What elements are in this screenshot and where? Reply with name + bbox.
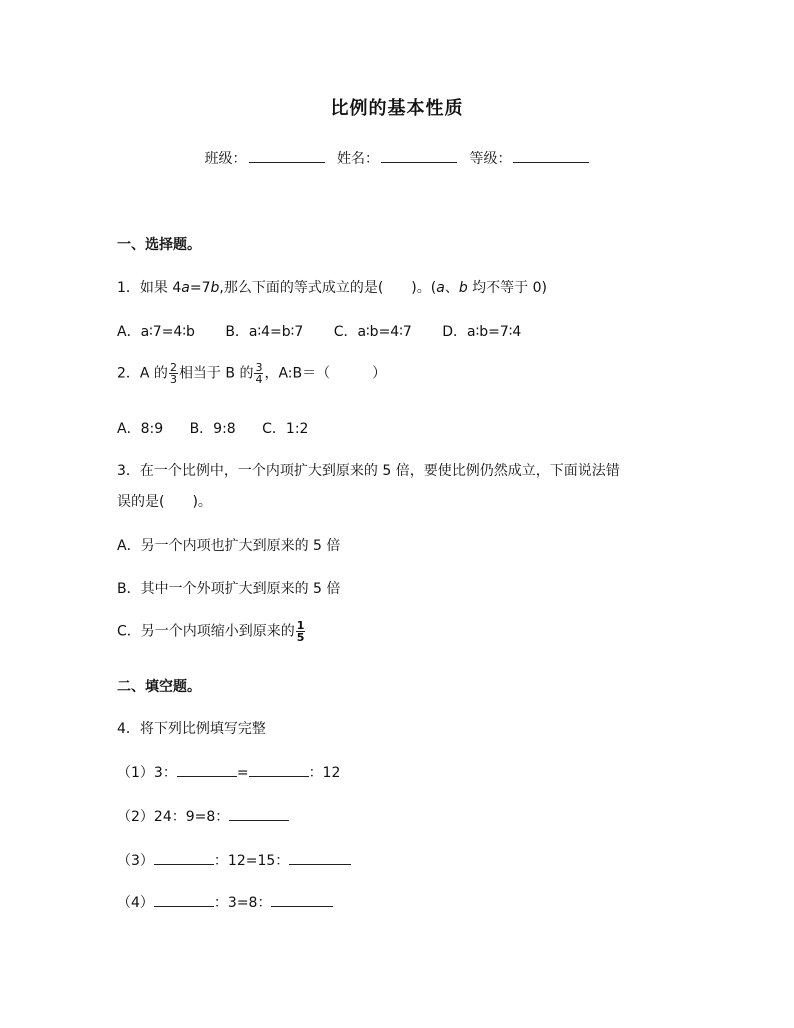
question-2	[117, 362, 386, 385]
q4-row4-b: ：3=8：	[213, 895, 272, 911]
q4-row3-blank-2[interactable]	[289, 850, 351, 865]
grade-field	[469, 151, 589, 167]
q2-option-a[interactable]: A．8:9	[117, 421, 164, 437]
q1-options	[117, 321, 547, 341]
name-label: 姓名：	[337, 151, 379, 167]
q3-frac-numerator: 1	[296, 619, 305, 632]
q1-option-c[interactable]: C．a∶b=4∶7	[333, 324, 412, 340]
class-field	[205, 151, 325, 167]
name-blank[interactable]	[381, 148, 457, 163]
q3-line-1: 3．在一个比例中，一个内项扩大到原来的 5 倍，要使比例仍然成立，下面说法错	[117, 463, 620, 479]
q3-option-b[interactable]: B．其中一个外项扩大到原来的 5 倍	[117, 581, 341, 597]
q2-fraction-2	[254, 362, 263, 385]
q1-option-d[interactable]: D．a∶b=7∶4	[442, 324, 522, 340]
q3-option-c-text: C．另一个内项缩小到原来的	[117, 623, 295, 640]
q4-row2-a: （2）24：9=8：	[117, 809, 230, 825]
q2-options	[117, 418, 330, 438]
q2-text-b: 相当于 B 的	[178, 365, 254, 382]
q2-option-c[interactable]: C．1:2	[262, 421, 309, 437]
q4-row1-blank-1[interactable]	[177, 762, 237, 777]
q4-row4-blank-2[interactable]	[271, 892, 333, 907]
name-field	[337, 151, 457, 167]
q4-row1-b: =	[236, 765, 249, 781]
q1-text-a: 1．如果 4	[117, 280, 182, 296]
q1-var-b: b	[210, 280, 220, 296]
q4-row4-a: （4）	[117, 895, 154, 911]
class-blank[interactable]	[249, 148, 325, 163]
q3-fraction	[296, 620, 306, 643]
q1-text-d: 、	[444, 280, 459, 296]
q3-option-a[interactable]: A．另一个内项也扩大到原来的 5 倍	[117, 538, 341, 554]
q2-frac1-denominator: 3	[169, 373, 177, 386]
q1-text-b: =7	[189, 280, 211, 296]
q4-row1-blank-2[interactable]	[249, 762, 309, 777]
q1-var-a: a	[181, 280, 190, 296]
q1-text-e: 均不等于 0)	[467, 280, 547, 296]
grade-blank[interactable]	[513, 148, 589, 163]
q3-option-c[interactable]	[117, 620, 306, 643]
class-label: 班级：	[204, 151, 247, 167]
section-heading-choice: 一、选择题。	[117, 237, 201, 253]
q4-row3-a: （3）	[117, 853, 154, 869]
q1-option-a[interactable]: A．a∶7=4∶b	[117, 324, 195, 340]
q3-line-2: 误的是( )。	[117, 494, 212, 510]
q2-frac1-numerator: 2	[169, 361, 177, 374]
q1-option-b[interactable]: B．a∶4=b∶7	[225, 324, 304, 340]
q1-text-c: ,那么下面的等式成立的是( )。(	[219, 280, 437, 296]
q4-row4-blank-1[interactable]	[154, 892, 214, 907]
q4-row1-c: ：12	[308, 765, 341, 781]
q4-row-3	[117, 850, 351, 870]
q2-option-b[interactable]: B．9:8	[189, 421, 236, 437]
page-title: 比例的基本性质	[330, 98, 464, 119]
q4-row3-blank-1[interactable]	[154, 850, 214, 865]
q4-row-2	[117, 806, 289, 826]
q4-row-4	[117, 892, 333, 912]
q1-var-a2: a	[436, 280, 445, 296]
question-1	[117, 277, 547, 297]
q2-frac2-numerator: 3	[255, 361, 263, 374]
section-heading-fill: 二、填空题。	[117, 679, 201, 695]
q4-row2-blank-1[interactable]	[229, 806, 289, 821]
q3-frac-denominator: 5	[296, 631, 305, 644]
grade-label: 等级：	[469, 151, 512, 167]
q4-row3-b: ：12=15：	[213, 853, 290, 869]
q4-row-1	[117, 762, 340, 782]
q2-fraction-1	[169, 362, 178, 385]
q2-text-a: 2．A 的	[117, 365, 168, 382]
q4-row1-a: （1）3：	[117, 765, 177, 781]
q2-frac2-denominator: 4	[255, 373, 263, 386]
student-info-row	[0, 148, 794, 168]
q2-text-c: ，A:B＝（ ）	[264, 365, 387, 382]
question-4: 4．将下列比例填写完整	[117, 721, 266, 737]
q1-var-b2: b	[458, 280, 468, 296]
